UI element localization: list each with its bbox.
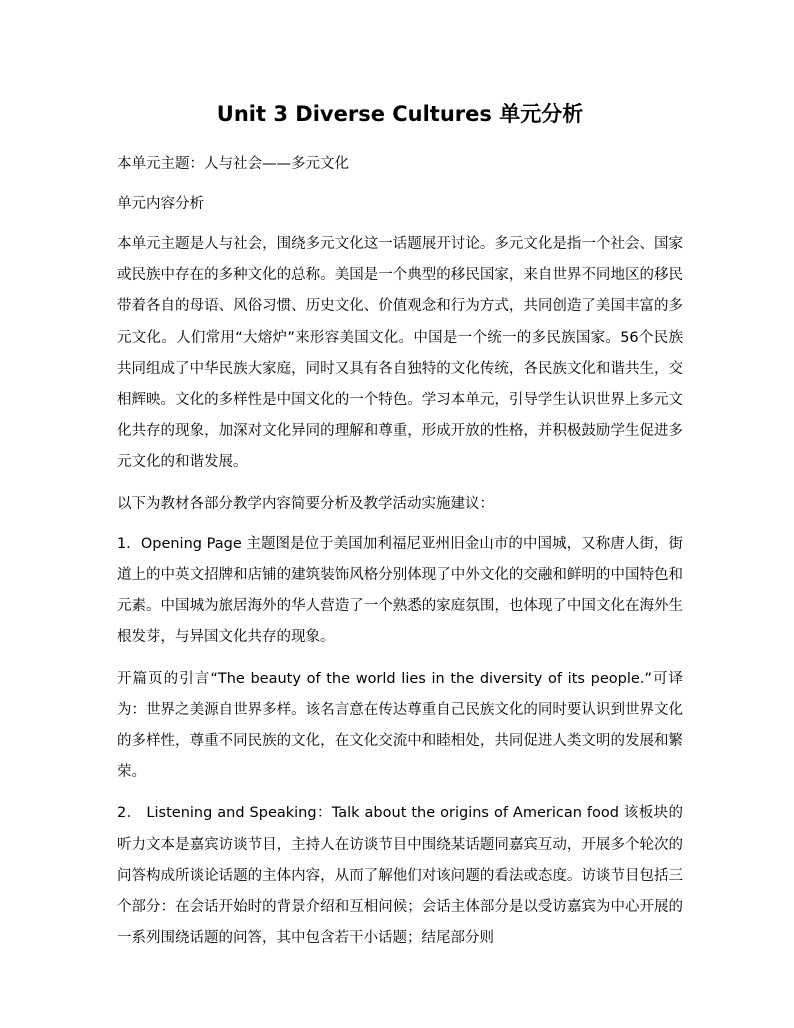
paragraph-opening-page: 1．Opening Page 主题图是位于美国加利福尼亚州旧金山市的中国城，又称唐人街，街道上的中英文招牌和店铺的建筑装饰风格分别体现了中外文化的交融和鲜明的中国特色和元素。中国城为旅居海外的华人营造了一个熟悉的家庭氛围，也体现了中国文化在海外生根发芽，与异国文化共存的现象。: [117, 535, 683, 646]
document-title: Unit 3 Diverse Cultures 单元分析: [216, 102, 584, 126]
paragraph-listening-speaking: 2． Listening and Speaking：Talk about the origins of American food 该板块的听力文本是嘉宾访谈节目，主持人在访谈节目中围绕某话题同嘉宾互动，开展多个轮次的问答构成所谈论话题的主体内容，从而了解他们对该问题的看法或态度。访谈节目包括三个部分：在会话开始时的背景介绍和互相问候；会话主体部分是以受访嘉宾为中心开展的一系列围绕话题的问答，其中包含若干小话题；结尾部分则: [117, 805, 683, 947]
paragraph-quote: 开篇页的引言“The beauty of the world lies in the diversity of its people.”可译为：世界之美源自世界多样。该名言意在传达尊重自己民族文化的同时要认识到世界文化的多样性，尊重不同民族的文化，在文化交流中和睦相处，共同促进人类文明的发展和繁荣。: [117, 670, 683, 781]
unit-theme-line: 本单元主题：人与社会——多元文化: [117, 156, 349, 172]
paragraph-intro-list: 以下为教材各部分教学内容简要分析及教学活动实施建议：: [117, 495, 494, 512]
document-page: [117, 96, 683, 964]
section-heading: 单元内容分析: [117, 196, 204, 212]
paragraph-overview: 本单元主题是人与社会，围绕多元文化这一话题展开讨论。多元文化是指一个社会、国家或民族中存在的多种文化的总称。美国是一个典型的移民国家，来自世界不同地区的移民带着各自的母语、风俗习惯、历史文化、价值观念和行为方式，共同创造了美国丰富的多元文化。人们常用“大熔炉”来形容美国文化。中国是一个统一的多民族国家。56个民族共同组成了中华民族大家庭，同时又具有各自独特的文化传统，各民族文化和谐共生，交相辉映。文化的多样性是中国文化的一个特色。学习本单元，引导学生认识世界上多元文化共存的现象，加深对文化异同的理解和尊重，形成开放的性格，并积极鼓励学生促进多元文化的和谐发展。: [117, 236, 683, 471]
